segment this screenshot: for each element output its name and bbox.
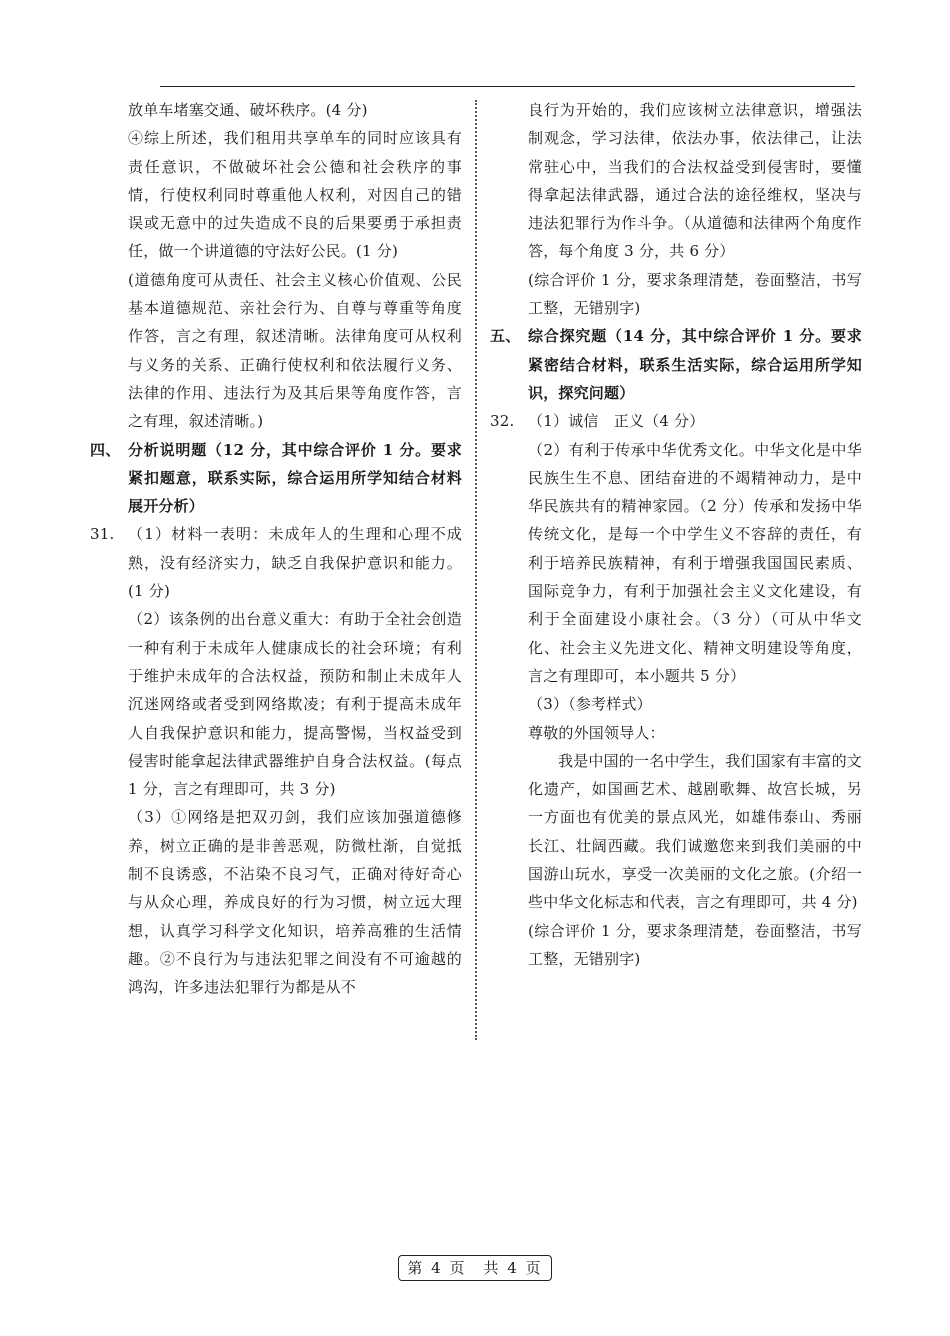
answer-part: （3）①网络是把双刃剑，我们应该加强道德修养，树立正确的是非善恶观，防微杜渐，自觉抵制不良诱惑，不沾染不良习气，正确对待好奇心与从众心理，养成良好的行为习惯，树立远大理想，认真学习科学文化知识，培养高雅的生活情趣。②不良行为与违法犯罪之间没有不可逾越的鸿沟，许多违法犯罪行为都是从不 bbox=[128, 808, 462, 997]
answer-part: （2）该条例的出台意义重大：有助于全社会创造一种有利于未成年人健康成长的社会环境；有利于维护未成年的合法权益，预防和制止未成年人沉迷网络或者受到网络欺凌；有利于提高未成年人自我保护意识和能力，提高警惕，当权益受到侵害时能拿起法律武器维护自身合法权益。(每点 1 分，言之有理即可，共 3 分) bbox=[128, 610, 462, 799]
answer-part: （1）材料一表明：未成年人的生理和心理不成熟，没有经济实力，缺乏自我保护意识和能力。(1 分) bbox=[128, 525, 462, 601]
section-number: 五、 bbox=[490, 327, 521, 346]
question-31 bbox=[90, 520, 462, 605]
section-5-heading bbox=[490, 322, 862, 407]
answer-part: （1）诚信 正义（4 分） bbox=[528, 412, 705, 431]
answer-paragraph: ④综上所述，我们租用共享单车的同时应该具有责任意识，不做破坏社会公德和社会秩序的事情，行使权利同时尊重他人权利，对因自己的错误或无意中的过失造成不良的后果要勇于承担责任，做一个讲道德的守法好公民。(1 分) bbox=[128, 129, 462, 261]
grading-note: (综合评价 1 分，要求条理清楚，卷面整洁，书写工整，无错别字) bbox=[528, 921, 862, 968]
page-number: 第 4 页 共 4 页 bbox=[407, 1259, 543, 1277]
letter-body: 我是中国的一名中学生，我们国家有丰富的文化遗产，如国画艺术、越剧歌舞、故宫长城，另一方面也有优美的景点风光，如雄伟泰山、秀丽长江、壮阔西藏。我们诚邀您来到我们美丽的中国游山玩水，享受一次美丽的文化之旅。(介绍一些中华文化标志和代表，言之有理即可，共 4 分) bbox=[528, 751, 863, 912]
header-rule bbox=[160, 86, 855, 87]
page-number-box bbox=[398, 1255, 552, 1281]
right-column bbox=[490, 96, 862, 973]
question-32 bbox=[490, 407, 862, 435]
section-number: 四、 bbox=[90, 440, 121, 459]
answer-part: （2）有利于传承中华优秀文化。中华文化是中华民族生生不息、团结奋进的不竭精神动力，是中华民族共有的精神家园。（2 分）传承和发扬中华传统文化，是每一个中学生义不容辞的责任，有利于培养民族精神，有利于增强我国国民素质、国际竞争力，有利于加强社会主义文化建设，有利于全面建设小康社会。（3 分）（可从中华文化、社会主义先进文化、精神文明建设等角度，言之有理即可，本小题共 5 分） bbox=[528, 440, 862, 685]
section-title: 综合探究题（14 分，其中综合评价 1 分。要求紧密结合材料，联系生活实际，综合运用所学知识，探究问题） bbox=[528, 327, 862, 402]
answer-paragraph: 良行为开始的，我们应该树立法律意识，增强法制观念，学习法律，依法办事，依法律己，让法常驻心中，当我们的合法权益受到侵害时，要懂得拿起法律武器，通过合法的途径维权，坚决与违法犯罪行为作斗争。（从道德和法律两个角度作答，每个角度 3 分，共 6 分） bbox=[528, 101, 862, 261]
letter-greeting: 尊敬的外国领导人： bbox=[528, 723, 665, 742]
section-4-heading bbox=[90, 436, 462, 521]
left-column bbox=[90, 96, 462, 1002]
grading-note: (综合评价 1 分，要求条理清楚，卷面整洁，书写工整，无错别字) bbox=[528, 270, 862, 318]
answer-paragraph: 放单车堵塞交通、破坏秩序。(4 分) bbox=[128, 101, 368, 119]
answer-part: （3）（参考样式） bbox=[528, 695, 652, 714]
section-title: 分析说明题（12 分，其中综合评价 1 分。要求紧扣题意，联系实际，综合运用所学知结合材料展开分析） bbox=[128, 440, 462, 516]
question-number: 31. bbox=[90, 525, 115, 544]
grading-note: (道德角度可从责任、社会主义核心价值观、公民基本道德规范、亲社会行为、自尊与尊重等角度作答，言之有理，叙述清晰。法律角度可从权利与义务的关系、正确行使权利和依法履行义务、法律的作用、违法行为及其后果等角度作答，言之有理，叙述清晰。) bbox=[128, 270, 462, 431]
column-divider bbox=[475, 100, 477, 1040]
question-number: 32. bbox=[490, 412, 515, 431]
